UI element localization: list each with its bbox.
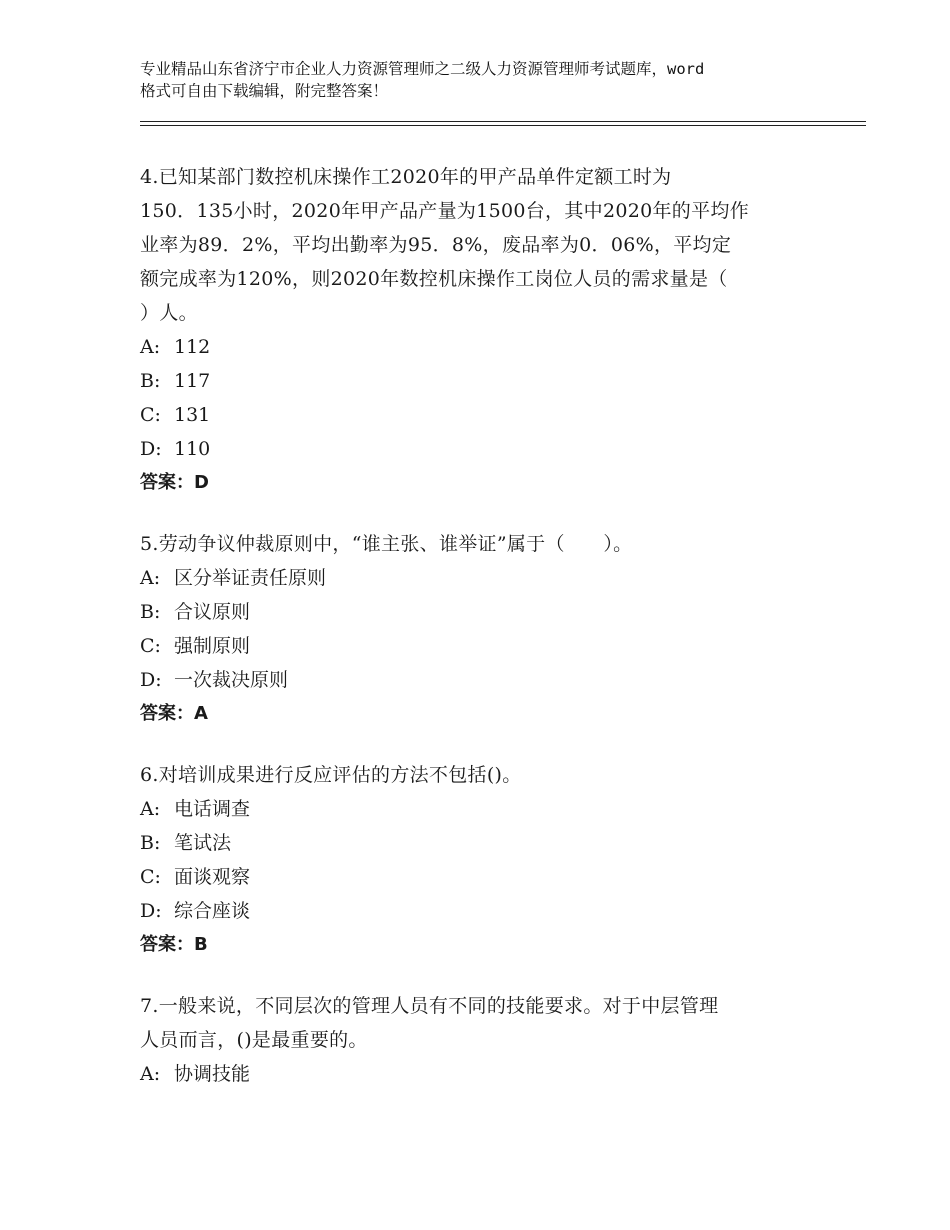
answer-key: 答案：B xyxy=(140,934,208,955)
option-text: 笔试法 xyxy=(174,832,232,854)
question-text-line: 6.对培训成果进行反应评估的方法不包括()。 xyxy=(140,764,522,786)
answer-option xyxy=(140,792,820,826)
option-letter: D: xyxy=(140,438,162,460)
option-text: 一次裁决原则 xyxy=(174,669,289,691)
option-text: 合议原则 xyxy=(174,601,251,623)
answer-option xyxy=(140,398,820,432)
question-item xyxy=(140,160,820,500)
question-text-line: 5.劳动争议仲裁原则中，“谁主张、谁举证”属于（ ）。 xyxy=(140,533,633,555)
answer-option xyxy=(140,561,820,595)
option-letter: A: xyxy=(140,567,161,589)
header-divider-bottom xyxy=(140,125,866,126)
option-text: 117 xyxy=(174,370,211,392)
question-text-line: 额完成率为120%，则2020年数控机床操作工岗位人员的需求量是（ xyxy=(140,268,728,290)
question-text-line: 人员而言，()是最重要的。 xyxy=(140,1029,368,1051)
option-letter: A: xyxy=(140,1063,161,1085)
option-text: 面谈观察 xyxy=(174,866,251,888)
option-text: 强制原则 xyxy=(174,635,251,657)
option-text: 区分举证责任原则 xyxy=(174,567,327,589)
option-letter: B: xyxy=(140,832,161,854)
option-letter: B: xyxy=(140,601,161,623)
option-letter: B: xyxy=(140,370,161,392)
answer-option xyxy=(140,826,820,860)
answer-option xyxy=(140,894,820,928)
answer-option xyxy=(140,663,820,697)
answer-option xyxy=(140,860,820,894)
question-text-line: 150．135小时，2020年甲产品产量为1500台，其中2020年的平均作 xyxy=(140,200,749,222)
answer-key: 答案：A xyxy=(140,703,208,724)
question-text-line: 7.一般来说，不同层次的管理人员有不同的技能要求。对于中层管理 xyxy=(140,995,719,1017)
answer-option xyxy=(140,629,820,663)
answer-option xyxy=(140,364,820,398)
question-item xyxy=(140,527,820,731)
question-list xyxy=(140,160,820,1118)
answer-key: 答案：D xyxy=(140,472,209,493)
question-item xyxy=(140,758,820,962)
answer-option xyxy=(140,595,820,629)
option-letter: C: xyxy=(140,635,161,657)
option-letter: D: xyxy=(140,669,162,691)
question-text-line: 4.已知某部门数控机床操作工2020年的甲产品单件定额工时为 xyxy=(140,166,672,188)
header-line-2: 格式可自由下载编辑，附完整答案！ xyxy=(140,82,389,100)
answer-option xyxy=(140,330,820,364)
question-text-line: ）人。 xyxy=(140,302,198,324)
option-letter: C: xyxy=(140,866,161,888)
question-item xyxy=(140,989,820,1091)
answer-option xyxy=(140,1057,820,1091)
option-text: 112 xyxy=(174,336,211,358)
option-text: 电话调查 xyxy=(174,798,251,820)
header-divider-top xyxy=(140,121,866,122)
option-text: 110 xyxy=(174,438,211,460)
option-text: 综合座谈 xyxy=(174,900,251,922)
option-letter: D: xyxy=(140,900,162,922)
header-line-1: 专业精品山东省济宁市企业人力资源管理师之二级人力资源管理师考试题库，word xyxy=(140,60,705,78)
option-letter: A: xyxy=(140,798,161,820)
answer-option xyxy=(140,432,820,466)
option-text: 协调技能 xyxy=(174,1063,251,1085)
option-letter: A: xyxy=(140,336,161,358)
option-text: 131 xyxy=(174,404,211,426)
option-letter: C: xyxy=(140,404,161,426)
question-text-line: 业率为89．2%，平均出勤率为95．8%，废品率为0．06%，平均定 xyxy=(140,234,732,256)
page-header xyxy=(140,58,840,102)
